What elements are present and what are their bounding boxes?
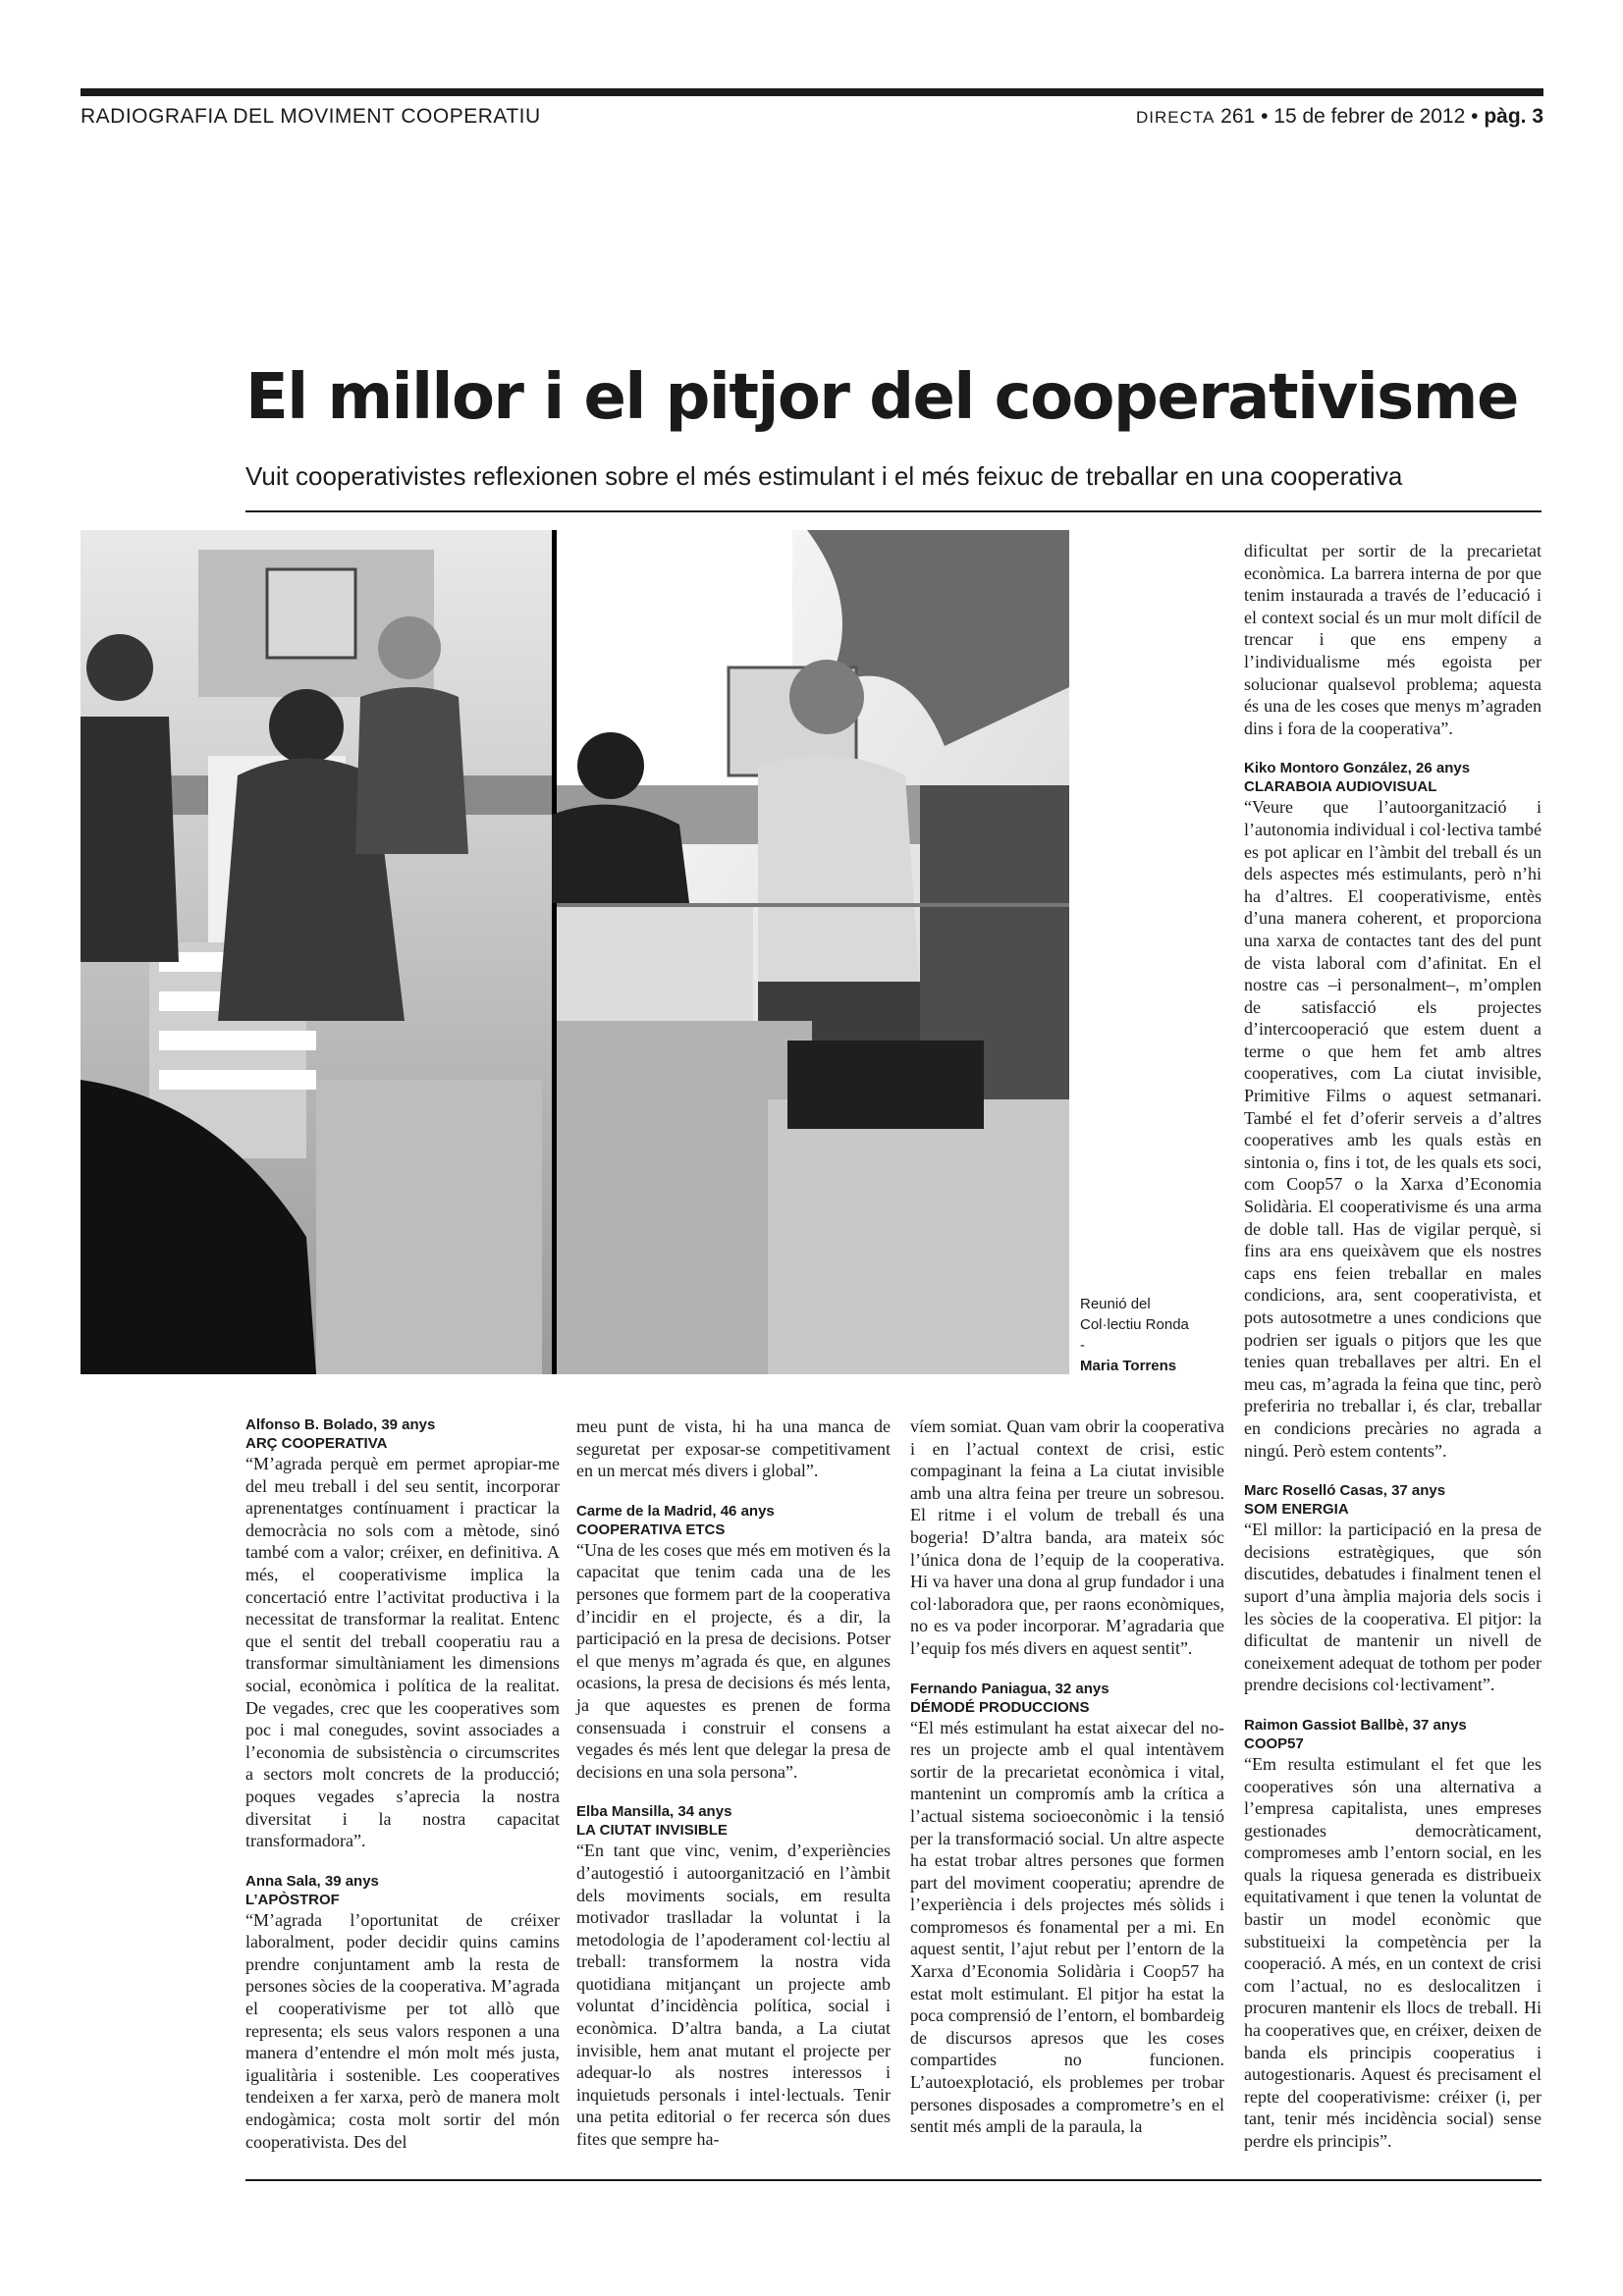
- testimonial-cooperative: LA CIUTAT INVISIBLE: [576, 1822, 728, 1840]
- testimonial-author: Alfonso B. Bolado, 39 anys: [245, 1416, 436, 1433]
- testimonial-text: “En tant que vinc, venim, d’experiències d’autogestió i autoorganització en l’àmbit dels moviments socials, em resulta motivador traslladar la voluntat i la metodologia de l’apoderament col·lectiu al treball: transformem la nostra vida quotidiana mitjançant un projecte amb voluntat d’incidència política, social i econòmica. D’altra banda, a La ciutat invisible, hem anat mutant el projecte per adequar-lo als nostres interessos i inquietuds personals i intel·lectuals. Tenir una petita editorial o fer recerca són dues fites que sempre ha-: [576, 1841, 891, 2150]
- testimonial-text: “Una de les coses que més em motiven és la capacitat que tenim cada una de les persones que formem part de la cooperativa d’incidir en el projecte, és a dir, la participació en la presa de decisions. Potser el que menys m’agrada és que, en algunes ocasions, la presa de decisions és més lenta, ja que aquestes es prenen de forma consensuada i construir el consens a vegades és més lent que delegar la presa de decisions en una sola persona”.: [576, 1539, 891, 1782]
- photo-credit: Maria Torrens: [1080, 1358, 1177, 1374]
- article-column-1: [245, 1415, 560, 2153]
- headline: El millor i el pitjor del cooperativisme: [245, 361, 1518, 434]
- page-number: pàg. 3: [1484, 105, 1543, 128]
- caption-separator: -: [1080, 1337, 1085, 1354]
- testimonial-cooperative: DÉMODÉ PRODUCCIONS: [910, 1698, 1090, 1716]
- testimonial-author: Kiko Montoro González, 26 anys: [1244, 760, 1471, 777]
- testimonial-continuation: dificultat per sortir de la precarietat econòmica. La barrera interna de por que tenim instaurada a través de l’educació i el context social és un mur molt difícil de trencar i que ens empeny a l’individualisme més egoista per solucionar qualsevol problema; aquesta és una de les coses que menys m’agraden dins i fora de la cooperativa”.: [1244, 541, 1542, 738]
- testimonial-author: Raimon Gassiot Ballbè, 37 anys: [1244, 1716, 1467, 1734]
- testimonial-cooperative: CLARABOIA AUDIOVISUAL: [1244, 778, 1437, 796]
- testimonial-continuation: víem somiat. Quan vam obrir la cooperativa i en l’actual context de crisi, estic compaginant la feina a La ciutat invisible amb una altra feina per treure un sobresou. El ritme i el volum de treball és una bogeria! D’altra banda, ara mateix sóc l’única dona de l’equip de la cooperativa. Hi va haver una dona al grup fundador i una col·laboradora que, per raons econòmiques, no es va poder incorporar. M’agradaria que l’equip fos més divers en aquest sentit”.: [910, 1416, 1224, 1658]
- testimonial-text: “El millor: la participació en la presa de decisions estratègiques, que són discutides, debatudes i finalment tenen el suport d’una àmplia majoria dels socis i les sòcies de la cooperativa. El pitjor: la dificultat de mantenir un nivell de coneixement adequat de tothom per poder prendre decisions col·lectivament”.: [1244, 1520, 1542, 1695]
- bottom-rule: [245, 2179, 1542, 2181]
- article-column-4: [1244, 540, 1542, 2153]
- article-column-2: [576, 1415, 891, 2151]
- issue-date: 15 de febrer de 2012: [1273, 105, 1466, 128]
- separator-dot: •: [1261, 105, 1269, 128]
- testimonial-text: “M’agrada l’oportunitat de créixer laboralment, poder decidir quins camins prendre conjuntament amb la resta de persones sòcies de la cooperativa. M’agrada el cooperativisme per tot allò que representa; els seus valors responen a una manera d’entendre el món molt més justa, igualitària i sostenible. Les cooperatives tendeixen a fer xarxa, però de manera molt endogàmica; costa molt sortir del món cooperativista. Des del: [245, 1909, 560, 2152]
- issue-info: [1136, 105, 1543, 129]
- caption-text: Reunió del Col·lectiu Ronda: [1080, 1296, 1189, 1333]
- publication-name: DIRECTA: [1135, 108, 1216, 127]
- testimonial-author: Anna Sala, 39 anys: [245, 1872, 379, 1890]
- testimonial-text: “Em resulta estimulant el fet que les cooperatives són una alternativa a l’empresa capitalista, unes empreses gestionades democràticament, compromeses amb l’entorn social, en les quals la riquesa generada es distribueix equitativament i que tenen la voluntat de bastir un model econòmic que substitueixi la competència per la cooperació. A més, en un context de crisi com l’actual, no es deslocalitzen i procuren mantenir els llocs de treball. Hi ha cooperatives que, en créixer, deixen de banda els principis cooperatius i autogestionaris. Aquest és precisament el repte del cooperativisme: créixer (i, per tant, tenir més incidència social) sense perdre els principis”.: [1244, 1753, 1542, 2151]
- testimonial-cooperative: L’APÒSTROF: [245, 1891, 340, 1908]
- testimonial-author: Marc Roselló Casas, 37 anys: [1244, 1482, 1446, 1500]
- photo-caption: [1080, 1294, 1208, 1376]
- testimonial-cooperative: SOM ENERGIA: [1244, 1501, 1349, 1519]
- testimonial-author: Carme de la Madrid, 46 anys: [576, 1502, 775, 1520]
- testimonial-continuation: meu punt de vista, hi ha una manca de seguretat per exposar-se competitivament en un mercat més divers i global”.: [576, 1416, 891, 1481]
- testimonial-text: “Veure que l’autoorganització i l’autonomia individual i col·lectiva també es pot aplicar en l’àmbit del treball és un dels aspectes més estimulants, però n’hi ha d’altres. El cooperativisme, entès d’una manera coherent, et proporciona una xarxa de contactes tant des del punt de vista laboral com d’afinitat. En el nostre cas –i personalment–, m’omplen de satisfacció els projectes d’intercooperació que estem duent a terme o que hem fet amb altres cooperatives, com La ciutat invisible, Primitive Films o aquest setmanari. També el fet d’oferir serveis a d’altres cooperatives amb les quals estàs en sintonia o, fins i tot, de les quals ets soci, com Coop57 o la Xarxa d’Economia Solidària. El cooperativisme és una arma de doble tall. Has de vigilar perquè, si fins ara ens queixàvem que els nostres caps ens feien treballar en males condicions, ara, sent cooperativista, et pots autosotmetre a unes condicions que podrien ser iguals o pitjors que les que tenies quan treballaves per altri. En el meu cas, m’agrada la feina que tinc, però preferiria no treballar i, és clar, treballar en condicions precàries no agrada a ningú. Però estem contents”.: [1244, 797, 1542, 1461]
- issue-number: 261: [1220, 105, 1256, 128]
- title-rule: [245, 510, 1542, 512]
- testimonial-cooperative: ARÇ COOPERATIVA: [245, 1435, 388, 1452]
- testimonial-author: Elba Mansilla, 34 anys: [576, 1803, 732, 1821]
- separator-dot: •: [1471, 105, 1479, 128]
- meeting-photo: [81, 530, 1069, 1374]
- testimonial-text: “El més estimulant ha estat aixecar del no-res un projecte amb el qual intentàvem sortir de la precarietat econòmica i vital, mantenint un compromís amb la crítica a l’actual sistema socioeconòmic i la tensió per la transformació social. Un altre aspecte ha estat trobar altres persones que formen part del moviment cooperatiu; aprendre de l’experiència i dels projectes més sòlids i compromesos és fonamental per a mi. En aquest sentit, l’ajut rebut per l’entorn de la Xarxa d’Economia Solidària i Coop57 ha estat molt estimulant. El pitjor ha estat la poca comprensió de l’entorn, el bombardeig de discursos apresos que les coses compartides no funcionen. L’autoexplotació, els problemes per trobar persones disposades a comprometre’s en el sentit més ampli de la paraula, la: [910, 1717, 1224, 2137]
- testimonial-text: “M’agrada perquè em permet apropiar-me del meu treball i del seu sentit, incorporar aprenentatges contínuament i practicar la democràcia no sols com a mètode, sinó també com a valor; créixer, en definitiva. A més, el cooperativisme implica la concertació entre l’activitat productiva i la necessitat de transformar la realitat. Entenc que el sentit del treball cooperatiu rau a transformar simultàniament les dimensions social, econòmica i política de la realitat. De vegades, crec que les cooperatives som poc i mal conegudes, sovint associades a l’economia de subsistència o circumscrites a sectors molt concrets de la producció; poques vegades s’aprecia la nostra diversitat i la nostra capacitat transformadora”.: [245, 1454, 560, 1851]
- article-column-3: [910, 1415, 1224, 2138]
- testimonial-cooperative: COOP57: [1244, 1735, 1304, 1752]
- testimonial-cooperative: COOPERATIVA ETCS: [576, 1521, 726, 1538]
- top-rule: [81, 88, 1543, 96]
- subtitle: Vuit cooperativistes reflexionen sobre el més estimulant i el més feixuc de treballar en una cooperativa: [245, 461, 1403, 491]
- testimonial-author: Fernando Paniagua, 32 anys: [910, 1680, 1109, 1697]
- section-header: RADIOGRAFIA DEL MOVIMENT COOPERATIU: [81, 105, 541, 128]
